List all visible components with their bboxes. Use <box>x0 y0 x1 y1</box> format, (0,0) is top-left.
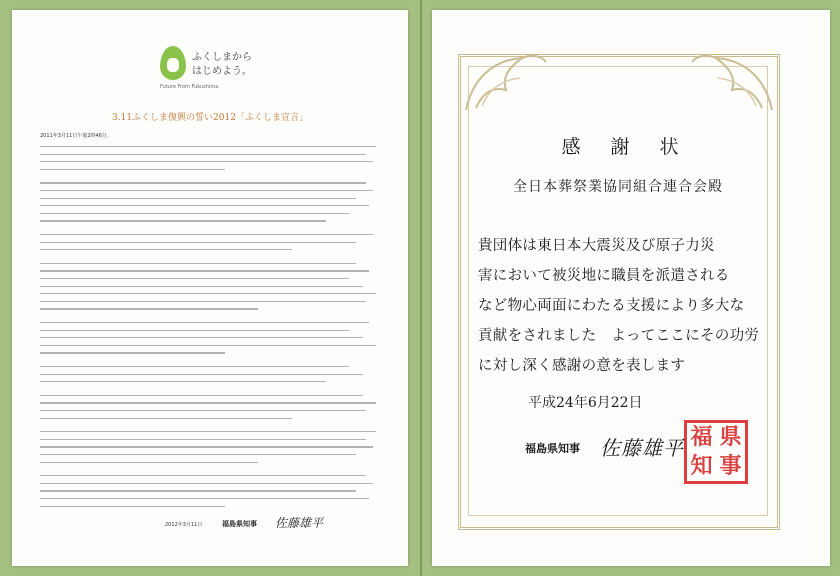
paragraph-text-line <box>40 293 376 294</box>
paragraph-text-line <box>40 330 349 331</box>
paragraph-text-line <box>40 381 326 382</box>
declaration-paragraph <box>40 395 376 425</box>
declaration-paragraph <box>40 366 376 389</box>
paragraph-text-line <box>40 286 363 287</box>
paragraph-text-line <box>40 439 366 440</box>
paragraph-text-line <box>40 431 376 432</box>
paragraph-text-line <box>40 301 366 302</box>
logo-text-line2: はじめよう。 <box>192 66 252 77</box>
paragraph-text-line <box>40 220 326 221</box>
paragraph-text-line <box>40 249 292 250</box>
phoenix-ornament-left-icon <box>462 50 548 114</box>
certificate-recipient: 全日本葬祭業協同組合連合会殿 <box>513 179 723 195</box>
paragraph-text-line <box>40 270 369 271</box>
paragraph-text-line <box>40 146 376 147</box>
paragraph-text-line <box>40 242 356 243</box>
certificate-signer-title: 福島県知事 <box>525 442 580 455</box>
paragraph-text-line <box>40 490 356 491</box>
paragraph-text-line <box>40 395 363 396</box>
paragraph-text-line <box>40 402 376 403</box>
phoenix-ornament-right-icon <box>690 50 776 114</box>
certificate-date: 平成24年6月22日 <box>528 395 643 411</box>
seal-char: 福 <box>690 424 713 450</box>
paragraph-text-line <box>40 308 258 309</box>
certificate-body-line: 害において被災地に職員を派遣される <box>478 268 730 284</box>
declaration-date-line: 2011年3月11日午後2時46分。 <box>40 133 112 139</box>
declaration-footer-date: 2012年3月11日 <box>165 522 203 528</box>
certificate-body-line: 貴団体は東日本大震災及び原子力災 <box>478 238 715 254</box>
paragraph-text-line <box>40 205 369 206</box>
paragraph-text-line <box>40 337 363 338</box>
seal-char: 県 <box>719 424 742 450</box>
paragraph-text-line <box>40 418 292 419</box>
paragraph-text-line <box>40 234 373 235</box>
paragraph-text-line <box>40 278 349 279</box>
certificate-body-line: 貢献をされました よってここにその功労 <box>478 328 760 344</box>
declaration-paragraph <box>40 475 376 513</box>
paragraph-text-line <box>40 462 258 463</box>
certificate-title: 感謝状 <box>561 136 709 158</box>
declaration-signature: 佐藤雄平 <box>275 516 324 530</box>
declaration-paragraph <box>40 322 376 360</box>
declaration-paragraph <box>40 146 376 176</box>
paragraph-text-line <box>40 374 363 375</box>
paragraph-text-line <box>40 454 356 455</box>
logo-subtitle: Future From Fukushima. <box>160 84 220 90</box>
paragraph-text-line <box>40 169 225 170</box>
paragraph-text-line <box>40 190 373 191</box>
paragraph-text-line <box>40 182 366 183</box>
certificate-body-line: に対し深く感謝の意を表します <box>478 358 686 374</box>
seal-char: 知 <box>690 453 713 479</box>
egg-logo-icon <box>160 46 186 80</box>
paragraph-text-line <box>40 161 373 162</box>
paragraph-text-line <box>40 213 349 214</box>
paragraph-text-line <box>40 366 349 367</box>
governor-seal-stamp <box>684 420 748 484</box>
paragraph-text-line <box>40 198 356 199</box>
paragraph-text-line <box>40 410 366 411</box>
paragraph-text-line <box>40 475 366 476</box>
declaration-paragraph <box>40 263 376 316</box>
certificate-body-line: など物心両面にわたる支援により多大な <box>478 298 745 314</box>
declaration-signer-title: 福島県知事 <box>222 519 257 528</box>
paragraph-text-line <box>40 446 373 447</box>
declaration-paragraph <box>40 182 376 228</box>
declaration-paragraph <box>40 431 376 469</box>
seal-char: 事 <box>719 453 742 479</box>
paragraph-text-line <box>40 154 366 155</box>
paragraph-text-line <box>40 483 373 484</box>
paragraph-text-line <box>40 322 369 323</box>
paragraph-text-line <box>40 498 369 499</box>
logo-text-line1: ふくしまから <box>192 52 252 63</box>
fukushima-logo <box>160 40 270 98</box>
paragraph-text-line <box>40 345 376 346</box>
paragraph-text-line <box>40 352 225 353</box>
certificate-signature: 佐藤雄平 <box>600 436 684 460</box>
declaration-title: 3.11ふくしま復興の誓い2012「ふくしま宣言」 <box>112 113 308 123</box>
paragraph-text-line <box>40 263 356 264</box>
paragraph-text-line <box>40 506 225 507</box>
declaration-paragraph <box>40 234 376 257</box>
